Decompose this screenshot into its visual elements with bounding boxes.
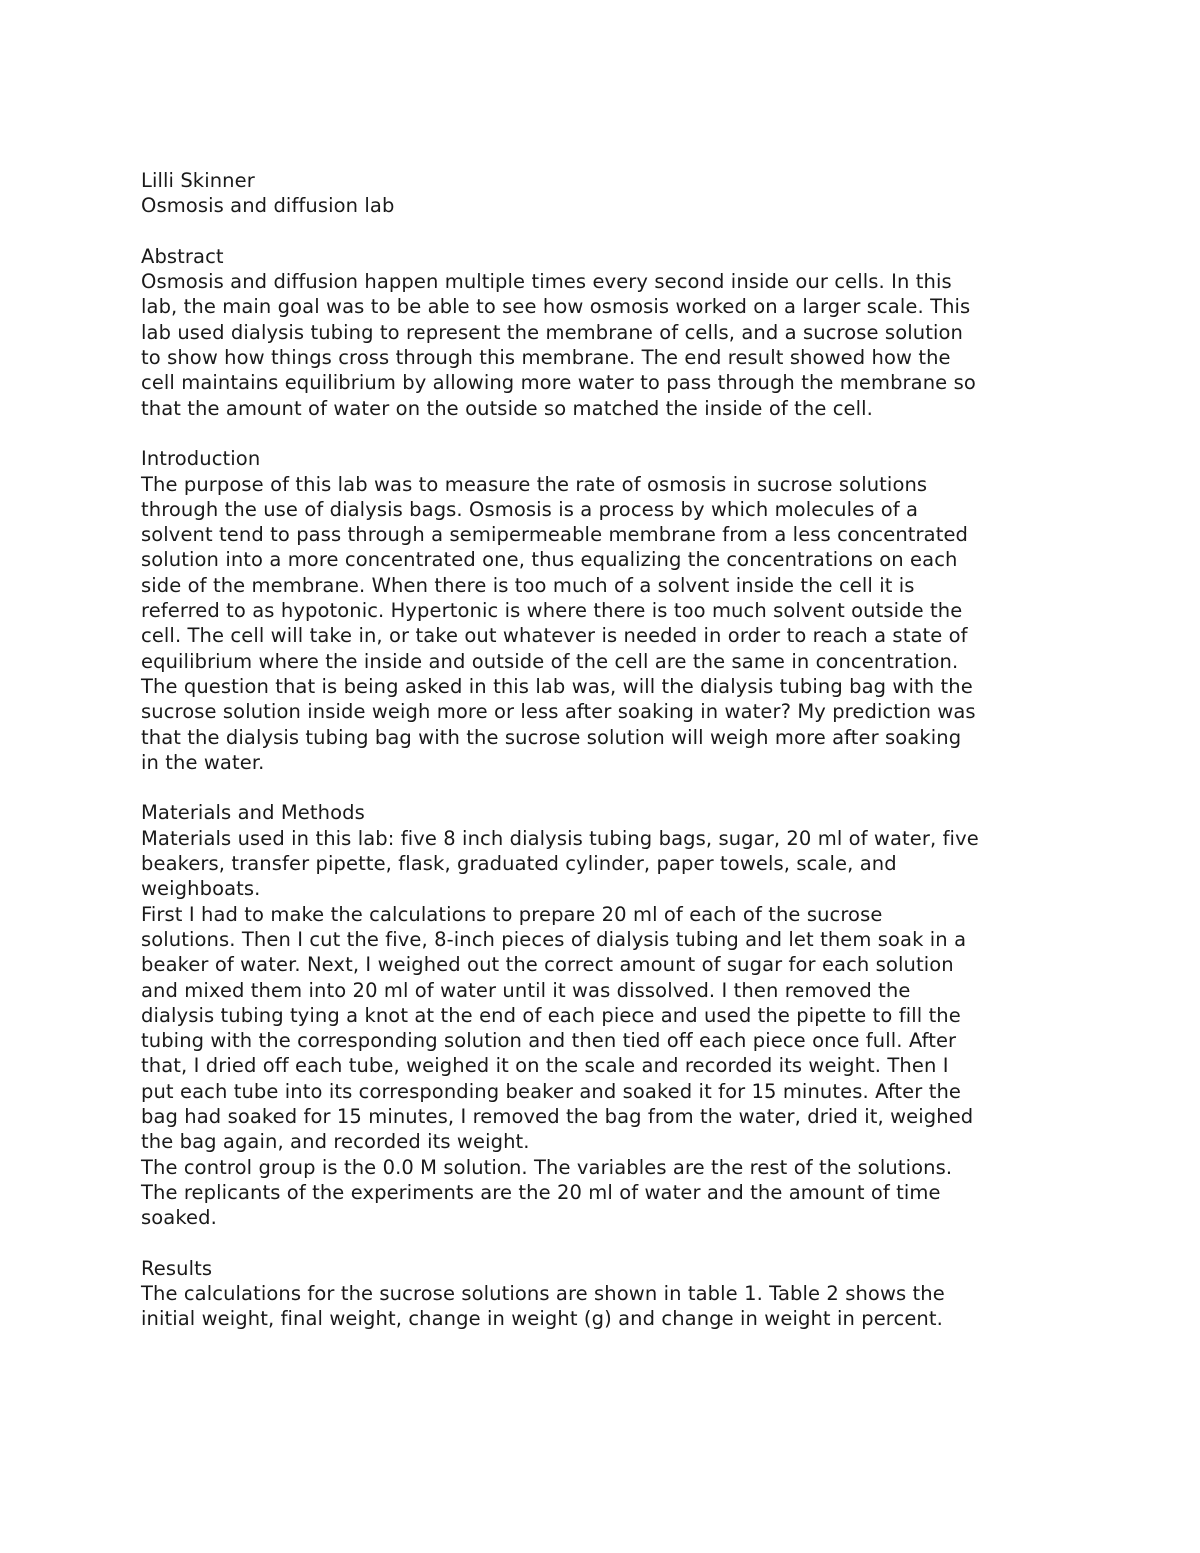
methods-section [141, 800, 1071, 1230]
abstract-line: that the amount of water on the outside so matched the inside of the cell. [141, 396, 873, 420]
abstract-section [141, 244, 1071, 421]
methods-line: put each tube into its corresponding beaker and soaked it for 15 minutes. After the [141, 1079, 961, 1103]
methods-line: and mixed them into 20 ml of water until it was dissolved. I then removed the [141, 978, 911, 1002]
spacer [141, 421, 1071, 446]
introduction-line: referred to as hypotonic. Hypertonic is where there is too much solvent outside the [141, 599, 963, 623]
introduction-line: that the dialysis tubing bag with the sucrose solution will weigh more after soaking [141, 725, 962, 749]
abstract-line: to show how things cross through this membrane. The end result showed how the [141, 346, 951, 370]
methods-line: solutions. Then I cut the five, 8-inch pieces of dialysis tubing and let them soak in a [141, 927, 967, 951]
methods-line: bag had soaked for 15 minutes, I removed the bag from the water, dried it, weighed [141, 1104, 974, 1128]
methods-line: Materials used in this lab: five 8 inch dialysis tubing bags, sugar, 20 ml of water, five [141, 826, 979, 850]
document-title: Osmosis and diffusion lab [141, 194, 395, 218]
methods-line: that, I dried off each tube, weighed it on the scale and recorded its weight. Then I [141, 1054, 949, 1078]
methods-line: beakers, transfer pipette, flask, graduated cylinder, paper towels, scale, and [141, 852, 897, 876]
methods-line: The control group is the 0.0 M solution. The variables are the rest of the solutions. [141, 1155, 953, 1179]
introduction-line: solvent tend to pass through a semipermeable membrane from a less concentrated [141, 523, 969, 547]
results-line: The calculations for the sucrose solutions are shown in table 1. Table 2 shows the [141, 1282, 945, 1306]
abstract-line: lab, the main goal was to be able to see how osmosis worked on a larger scale. This [141, 295, 971, 319]
results-heading: Results [141, 1256, 213, 1280]
introduction-line: cell. The cell will take in, or take out whatever is needed in order to reach a state of [141, 624, 968, 648]
document-body [141, 168, 1071, 1332]
introduction-line: solution into a more concentrated one, thus equalizing the concentrations on each [141, 548, 958, 572]
introduction-line: The question that is being asked in this lab was, will the dialysis tubing bag with the [141, 674, 973, 698]
methods-line: dialysis tubing tying a knot at the end of each piece and used the pipette to fill the [141, 1003, 961, 1027]
abstract-line: Osmosis and diffusion happen multiple times every second inside our cells. In this [141, 270, 952, 294]
introduction-line: through the use of dialysis bags. Osmosis is a process by which molecules of a [141, 497, 919, 521]
methods-line: First I had to make the calculations to prepare 20 ml of each of the sucrose [141, 902, 883, 926]
abstract-heading: Abstract [141, 244, 224, 268]
introduction-line: equilibrium where the inside and outside of the cell are the same in concentration. [141, 649, 959, 673]
introduction-line: sucrose solution inside weigh more or less after soaking in water? My prediction was [141, 700, 976, 724]
methods-line: soaked. [141, 1206, 217, 1230]
introduction-line: The purpose of this lab was to measure the rate of osmosis in sucrose solutions [141, 472, 928, 496]
author-name: Lilli Skinner [141, 169, 255, 192]
methods-line: tubing with the corresponding solution and then tied off each piece once full. After [141, 1029, 957, 1053]
methods-line: beaker of water. Next, I weighed out the correct amount of sugar for each solution [141, 953, 954, 977]
results-line: initial weight, final weight, change in weight (g) and change in weight in percent. [141, 1307, 943, 1331]
methods-line: The replicants of the experiments are the 20 ml of water and the amount of time [141, 1180, 941, 1204]
abstract-line: lab used dialysis tubing to represent the membrane of cells, and a sucrose solution [141, 320, 963, 344]
introduction-section [141, 446, 1071, 775]
spacer [141, 775, 1071, 800]
methods-line: weighboats. [141, 877, 261, 901]
introduction-heading: Introduction [141, 447, 261, 471]
abstract-line: cell maintains equilibrium by allowing more water to pass through the membrane so [141, 371, 976, 395]
methods-line: the bag again, and recorded its weight. [141, 1130, 530, 1154]
methods-heading: Materials and Methods [141, 801, 365, 825]
introduction-line: side of the membrane. When there is too much of a solvent inside the cell it is [141, 573, 915, 597]
spacer [141, 219, 1071, 244]
results-section [141, 1256, 1071, 1332]
spacer [141, 1230, 1071, 1255]
introduction-line: in the water. [141, 750, 265, 774]
